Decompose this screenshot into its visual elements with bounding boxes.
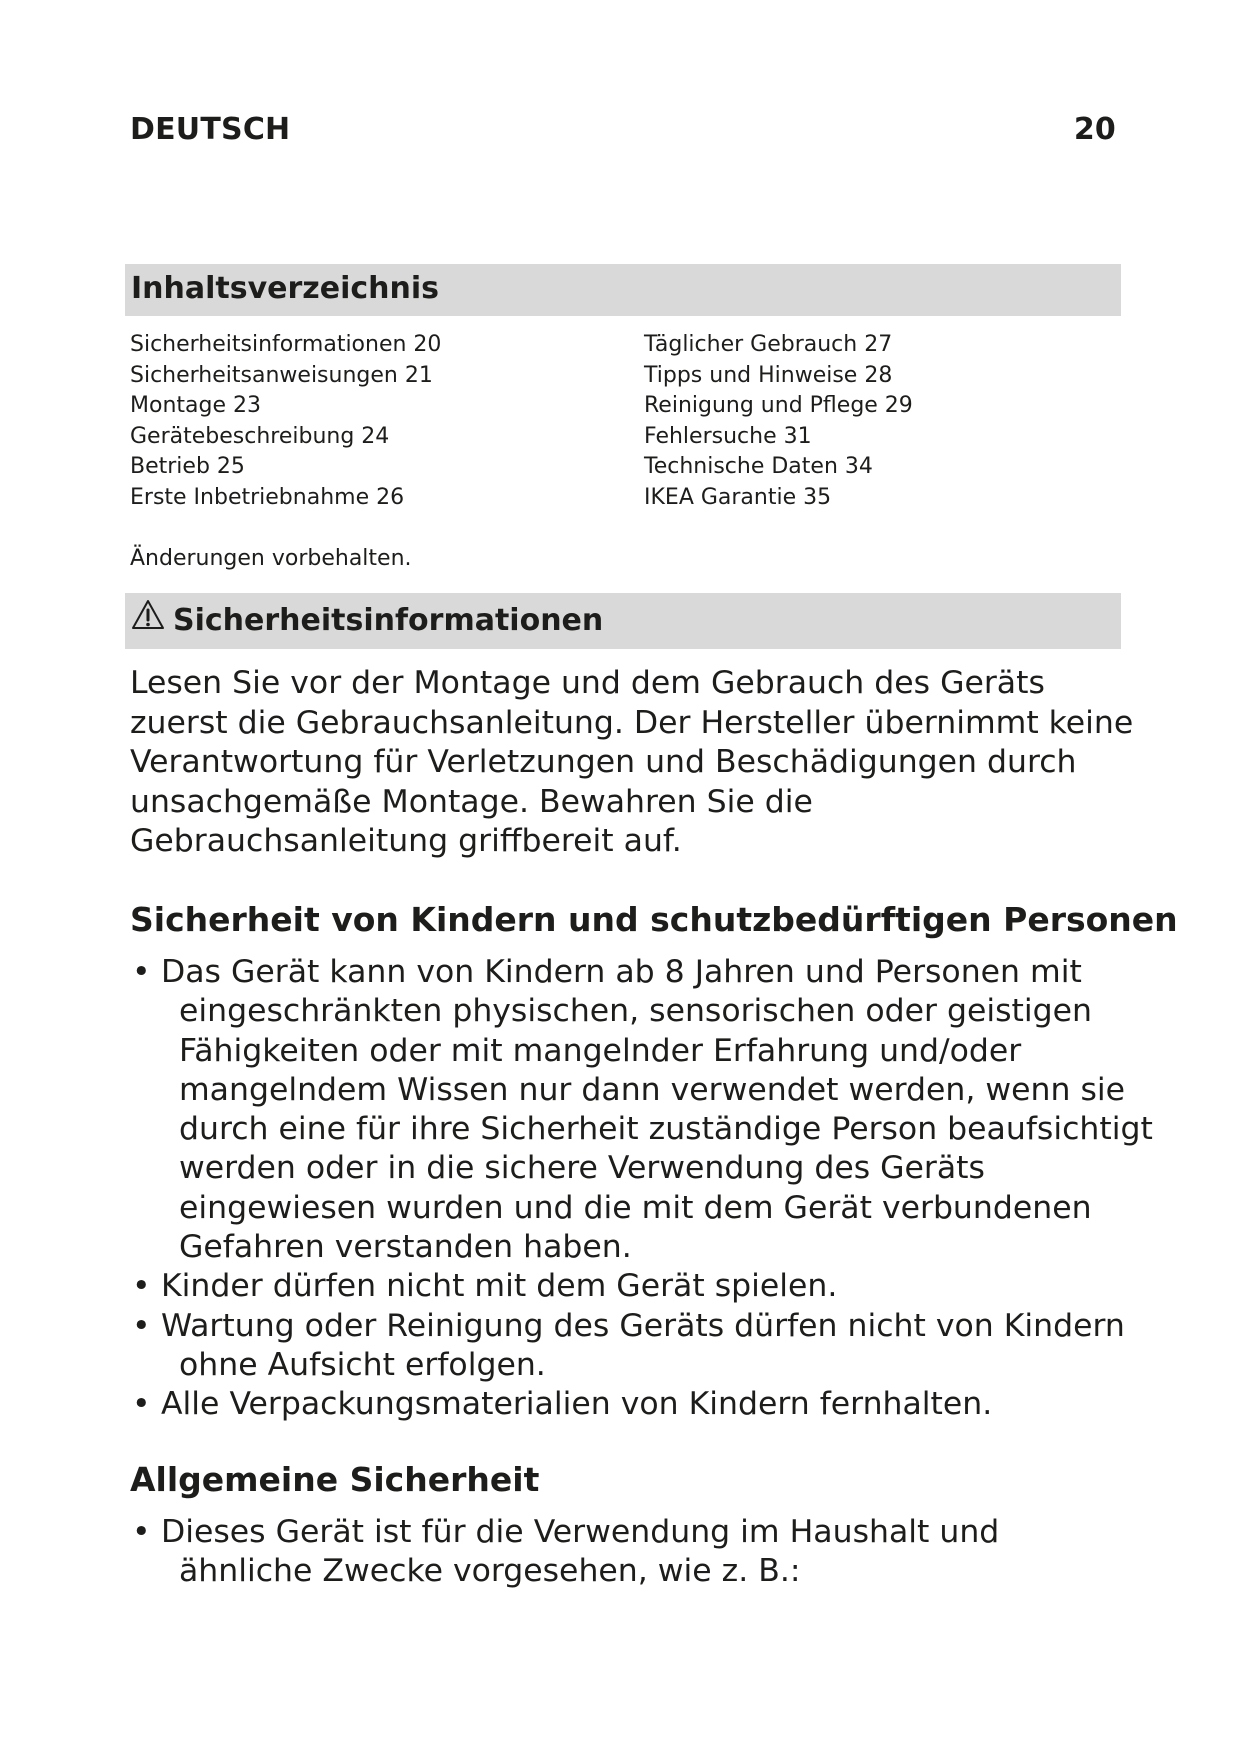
list-item-line: ohne Aufsicht erfolgen. xyxy=(179,1346,546,1383)
list-item-line: ähnliche Zwecke vorgesehen, wie z. B.: xyxy=(179,1553,801,1590)
general-safety-heading: Allgemeine Sicherheit xyxy=(130,1460,540,1499)
toc-entry: Betrieb 25 xyxy=(130,454,245,479)
general-safety-list xyxy=(130,1513,1120,1592)
list-item-line: durch eine für ihre Sicherheit zuständige Person beaufsichtigt xyxy=(179,1111,1153,1148)
list-item-line: eingewiesen wurden und die mit dem Gerät verbundenen xyxy=(179,1189,1092,1226)
toc-title: Inhaltsverzeichnis xyxy=(131,271,440,306)
toc-entry: Erste Inbetriebnahme 26 xyxy=(130,484,405,510)
toc-right-column xyxy=(644,330,913,513)
paragraph-line: Verantwortung für Verletzungen und Beschädigungen durch xyxy=(130,744,1077,780)
children-safety-list xyxy=(130,953,1153,1425)
toc-entry: Sicherheitsinformationen 20 xyxy=(130,332,442,357)
list-item xyxy=(130,1513,1120,1592)
children-safety-heading: Sicherheit von Kindern und schutzbedürftigen Personen xyxy=(130,900,1178,939)
list-item xyxy=(130,953,1153,1267)
paragraph-line: Gebrauchsanleitung griffbereit auf. xyxy=(130,823,682,859)
toc-entry: Sicherheitsanweisungen 21 xyxy=(130,362,433,388)
toc-entry: Gerätebeschreibung 24 xyxy=(130,423,390,449)
list-item xyxy=(130,1385,1120,1424)
list-item-line: Fähigkeiten oder mit mangelnder Erfahrung und/oder xyxy=(179,1032,1022,1069)
warning-triangle-icon xyxy=(131,599,165,631)
list-item-line: eingeschränkten physischen, sensorischen oder geistigen xyxy=(179,993,1092,1030)
safety-intro-paragraph xyxy=(130,664,1134,862)
list-item-line: mangelndem Wissen nur dann verwendet werden, wenn sie xyxy=(179,1071,1125,1108)
list-item-line: Wartung oder Reinigung des Geräts dürfen nicht von Kindern xyxy=(161,1307,1125,1344)
list-item-line: Das Gerät kann von Kindern ab 8 Jahren und Personen mit xyxy=(161,954,1082,990)
toc-entry: Technische Daten 34 xyxy=(644,454,873,479)
toc-entry: Täglicher Gebrauch 27 xyxy=(644,332,893,357)
changes-note: Änderungen vorbehalten. xyxy=(130,546,412,571)
toc-left-column xyxy=(130,330,441,513)
list-item-line: Dieses Gerät ist für die Verwendung im Haushalt und xyxy=(161,1514,1000,1550)
safety-info-title: Sicherheitsinformationen xyxy=(173,603,604,638)
bullet: • xyxy=(132,1268,151,1305)
bullet: • xyxy=(132,1514,151,1550)
toc-entry: Fehlersuche 31 xyxy=(644,423,812,449)
bullet: • xyxy=(132,1307,151,1344)
paragraph-line: unsachgemäße Montage. Bewahren Sie die xyxy=(130,783,813,820)
list-item-line: werden oder in die sichere Verwendung des Geräts xyxy=(179,1150,985,1187)
toc-entry: Reinigung und Pflege 29 xyxy=(644,393,913,418)
safety-info-header-bar xyxy=(125,593,1121,649)
list-item xyxy=(130,1307,1125,1386)
page-number: 20 xyxy=(1073,112,1116,147)
paragraph-line: zuerst die Gebrauchsanleitung. Der Hersteller übernimmt keine xyxy=(130,704,1134,741)
list-item-line: Kinder dürfen nicht mit dem Gerät spielen. xyxy=(161,1268,838,1305)
bullet: • xyxy=(132,1386,151,1423)
list-item-line: Alle Verpackungsmaterialien von Kindern fernhalten. xyxy=(161,1386,993,1423)
toc-entry: Tipps und Hinweise 28 xyxy=(644,362,893,388)
toc-entry: Montage 23 xyxy=(130,393,261,418)
language-label: DEUTSCH xyxy=(130,112,291,147)
list-item xyxy=(130,1267,1120,1306)
toc-header-bar xyxy=(125,264,1121,316)
list-item-line: Gefahren verstanden haben. xyxy=(179,1229,632,1266)
paragraph-line: Lesen Sie vor der Montage und dem Gebrauch des Geräts xyxy=(130,665,1045,701)
toc-entry: IKEA Garantie 35 xyxy=(644,484,832,510)
bullet: • xyxy=(132,954,151,990)
